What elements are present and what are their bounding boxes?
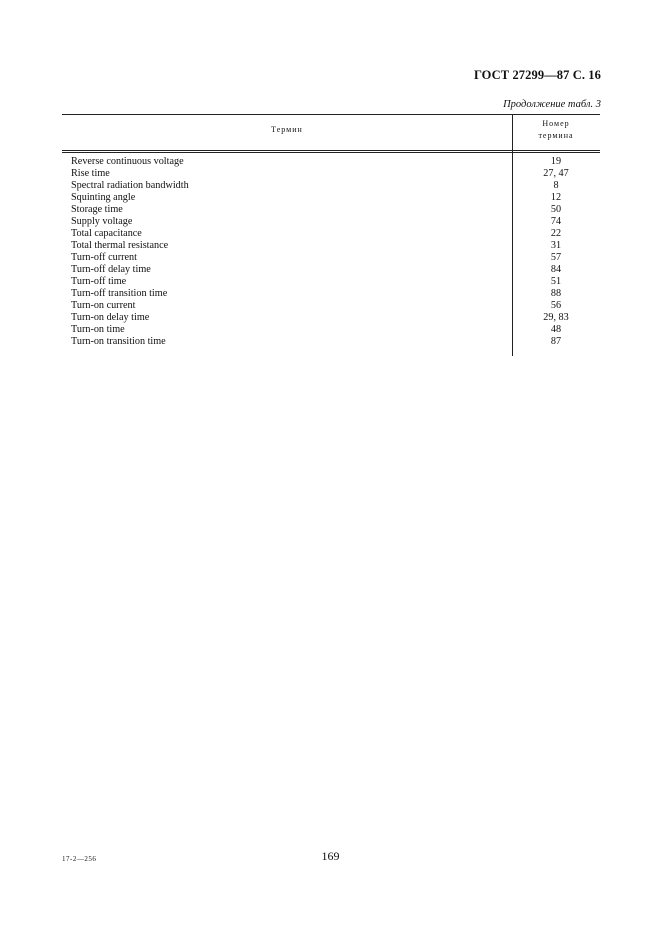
term-number-cell: 27, 47 [543, 168, 569, 179]
term-cell: Turn-off current [71, 252, 137, 263]
term-cell: Turn-off transition time [71, 288, 168, 299]
table-row [62, 300, 600, 312]
table-row [62, 216, 600, 228]
term-number-cell: 56 [550, 300, 562, 311]
term-cell: Turn-off time [71, 276, 127, 287]
table-header-rule [62, 150, 600, 151]
table-row [62, 288, 600, 300]
table-row [62, 228, 600, 240]
term-cell: Supply voltage [71, 216, 133, 227]
table-row [62, 252, 600, 264]
term-cell: Reverse continuous voltage [71, 156, 184, 167]
term-number-cell: 29, 83 [543, 312, 569, 323]
term-cell: Turn-on transition time [71, 336, 166, 347]
term-cell: Turn-off delay time [71, 264, 151, 275]
table-header-double-rule [62, 152, 600, 153]
table-body [62, 156, 600, 348]
standard-header: ГОСТ 27299—87 С. 16 [473, 68, 601, 82]
term-number-cell: 31 [550, 240, 562, 251]
table-row [62, 180, 600, 192]
term-cell: Storage time [71, 204, 123, 215]
term-cell: Total thermal resistance [71, 240, 169, 251]
column-header-number [512, 118, 600, 142]
term-number-cell: 19 [550, 156, 562, 167]
table-row [62, 192, 600, 204]
term-cell: Turn-on current [71, 300, 136, 311]
column-header-term: Термин [271, 125, 303, 134]
term-cell: Turn-on time [71, 324, 125, 335]
table-row [62, 264, 600, 276]
term-cell: Turn-on delay time [71, 312, 150, 323]
table-row [62, 312, 600, 324]
term-number-cell: 48 [550, 324, 562, 335]
term-cell: Spectral radiation bandwidth [71, 180, 189, 191]
term-cell: Total capacitance [71, 228, 142, 239]
table-top-rule [62, 114, 600, 115]
term-number-cell: 50 [550, 204, 562, 215]
term-number-cell: 22 [550, 228, 562, 239]
term-number-cell: 74 [550, 216, 562, 227]
term-number-cell: 51 [550, 276, 562, 287]
term-number-cell: 8 [553, 180, 559, 191]
page-number: 169 [321, 849, 340, 863]
table-row [62, 168, 600, 180]
term-cell: Squinting angle [71, 192, 136, 203]
term-number-cell: 57 [550, 252, 562, 263]
term-cell: Rise time [71, 168, 110, 179]
column-header-number-label: Номер термина [538, 119, 574, 140]
term-number-cell: 87 [550, 336, 562, 347]
term-number-cell: 12 [550, 192, 562, 203]
table-row [62, 324, 600, 336]
table-row [62, 156, 600, 168]
table-row [62, 276, 600, 288]
table-row [62, 204, 600, 216]
table-row [62, 240, 600, 252]
table-continuation-caption: Продолжение табл. 3 [503, 99, 601, 110]
term-number-cell: 84 [550, 264, 562, 275]
table-row [62, 336, 600, 348]
print-code: 17-2—256 [62, 855, 97, 863]
term-number-cell: 88 [550, 288, 562, 299]
